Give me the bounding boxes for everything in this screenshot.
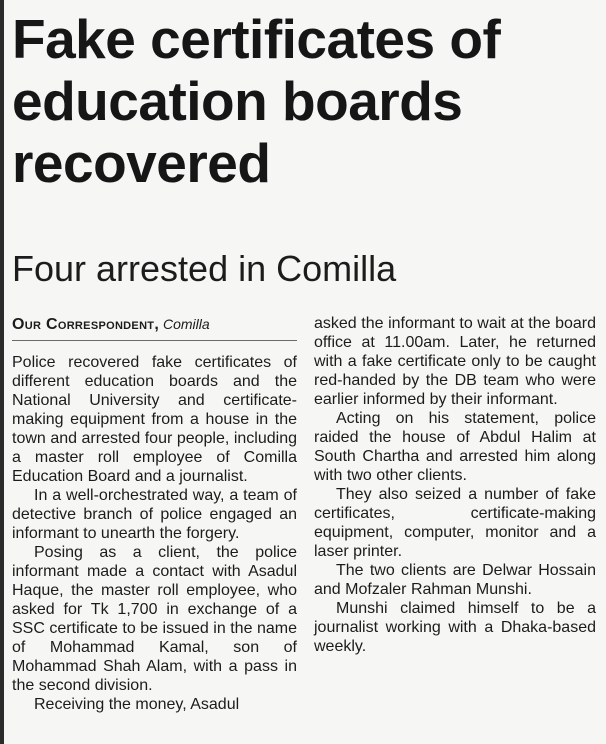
paragraph: The two clients are Delwar Hossain and Mofzaler Rahman Munshi. [314,562,596,598]
left-column [12,314,297,714]
page-edge [0,0,4,744]
byline-author: Our Correspondent, [12,316,160,333]
paragraph: Munshi claimed himself to be a journalist working with a Dhaka-based weekly. [314,600,596,655]
paragraph: Police recovered fake certificates of different education boards and the National University and certificate-making equipment from a house in the town and arrested four people, including a master roll employee of Comilla Education Board and a journalist. [12,354,297,485]
paragraph: asked the informant to wait at the board office at 11.00am. Later, he returned with a fake certificate only to be caught red-handed by the DB team who were earlier informed by their informant. [314,315,596,408]
paragraph: In a well-orchestrated way, a team of detective branch of police engaged an informant to unearth the forgery. [12,487,297,542]
subheadline: Four arrested in Comilla [12,248,397,289]
byline [12,314,297,341]
headline: Fake certificates of education boards recovered [12,8,501,194]
right-column [314,314,596,656]
paragraph: They also seized a number of fake certificates, certificate-making equipment, computer, monitor and a laser printer. [314,486,596,560]
paragraph: Acting on his statement, police raided the house of Abdul Halim at South Chartha and arrested him along with two other clients. [314,410,596,484]
paragraph: Posing as a client, the police informant made a contact with Asadul Haque, the master roll employee, who asked for Tk 1,700 in exchange of a SSC certificate to be issued in the name of Mohammad Kamal, son of Mohammad Shah Alam, with a pass in the second division. [12,544,297,694]
paragraph: Receiving the money, Asadul [34,696,240,713]
byline-location: Comilla [162,316,210,332]
